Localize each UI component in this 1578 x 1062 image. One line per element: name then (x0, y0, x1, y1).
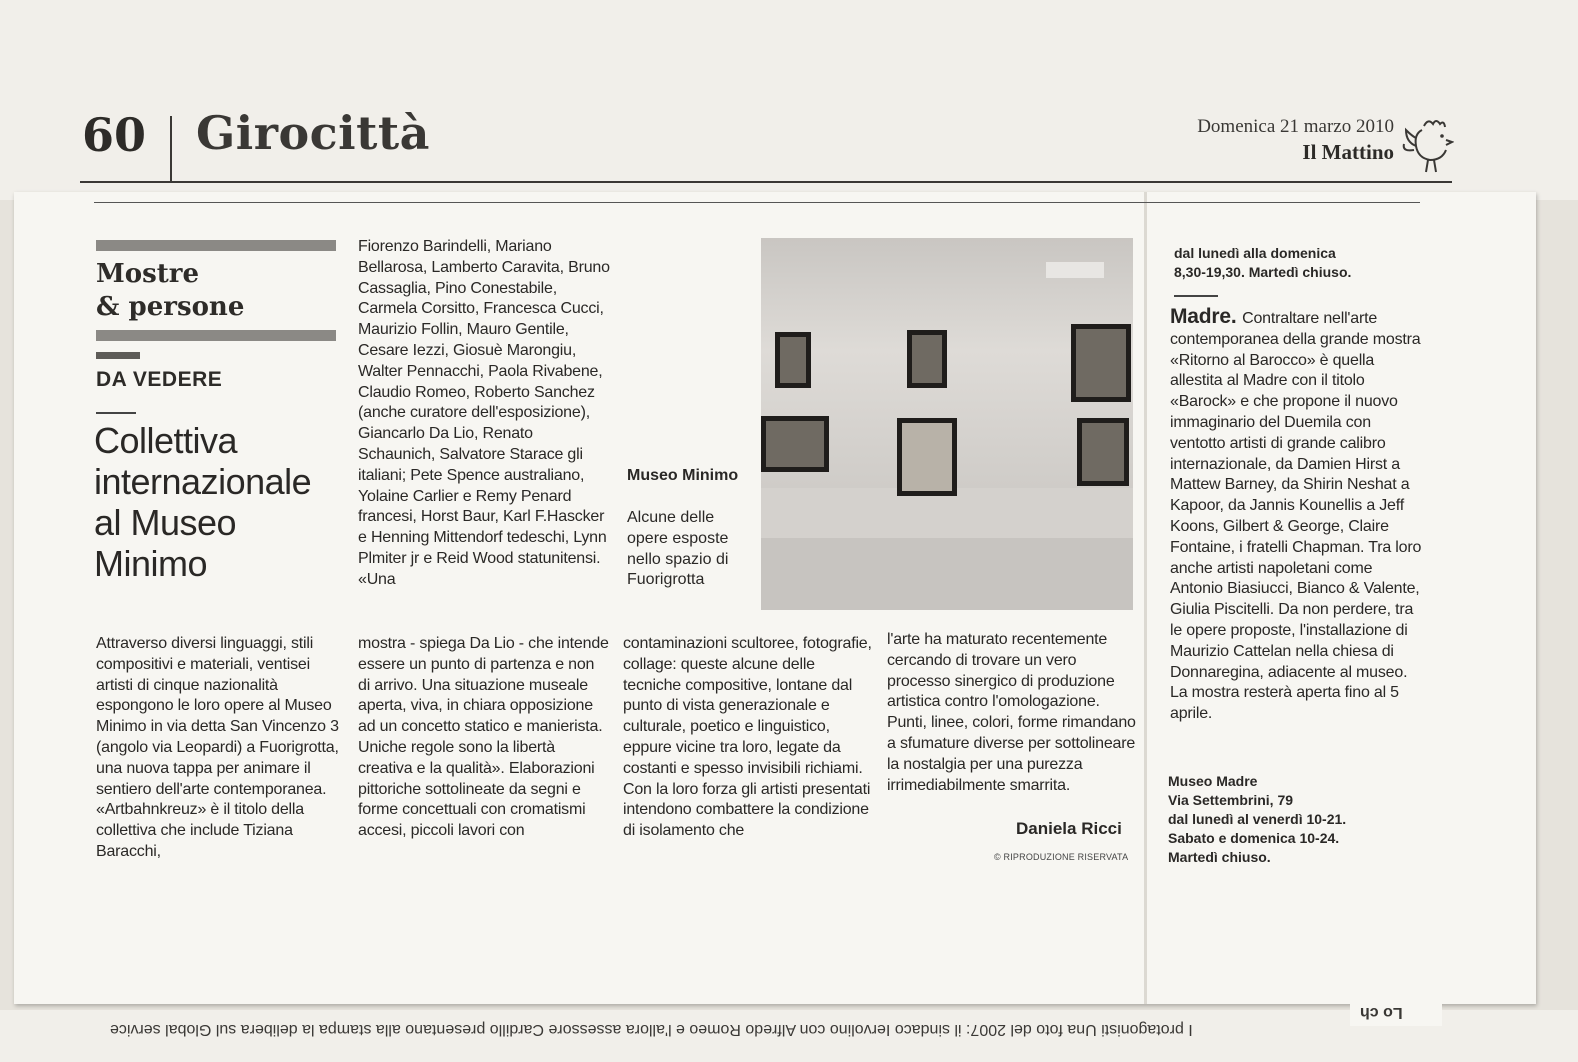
article-column-2-top: Fiorenzo Barindelli, Mariano Bellarosa, Lamberto Caravita, Bruno Cassaglia, Pino Conestabile, Carmela Corsitto, Francesca Cucci, Maurizio Follin, Mauro Gentile, Cesare Iezzi, Giosuè Marongiu, Walter Pennacchi, Paola Rivabene, Claudio Romeo, Roberto Sanchez (anche curatore dell'esposizione), Giancarlo Da Lio, Renato Schaunich, Salvatore Starace gli italiani; Pete Spence australiano, Yolaine Carlier e Remy Penard francesi, Horst Baur, Karl F.Hascker e Henning Mittendorf tedeschi, Lynn Plmiter jr e Reid Wood statunitensi. «Una (358, 238, 610, 588)
sidebar-hours: dal lunedì alla domenica 8,30-19,30. Martedì chiuso. (1174, 245, 1352, 280)
reversed-tab-text: Lo ch (1360, 1004, 1403, 1021)
newspaper-name: Il Mattino (1302, 140, 1394, 164)
article-column-3: contaminazioni scultoree, fotografie, collage: queste alcune delle tecniche compositive, lontane dal punto di vista generazionale e culturale, poetico e linguistico, eppure vicine tra loro, legate da costanti e spesso invisibili richiami. Con la loro forza gli artisti presentati intendono combattere la condizione di isolamento che (623, 635, 872, 840)
section-label: DA VEDERE (96, 368, 223, 391)
article-column-1: Attraverso diversi linguaggi, stili compositivi e materiali, ventisei artisti di cinque nazionalità espongono le loro opere al Museo Minimo in via detta San Vincenzo 3 (angolo via Leopardi) a Fuorigrotta, una nuova tappa per animare il sentiero dell'arte contemporanea. «Artbahnkreuz» è il titolo della collettiva che include Tiziana Baracchi, (96, 635, 339, 860)
publication-date: Domenica 21 marzo 2010 (1197, 116, 1394, 137)
sidebar-article (1170, 307, 1422, 725)
page-number: 60 (82, 108, 147, 162)
paper-fold (1144, 192, 1147, 1004)
rubric-bar-top (96, 240, 336, 251)
article-column-2-bottom: mostra - spiega Da Lio - che intende essere un punto di partenza e non di arrivo. Una situazione museale aperta, viva, in chiara opposizione ad un concetto statico e manierista. Uniche regole sono la libertà creativa e la qualità». Elaborazioni pittoriche sottolineate da segni e forme concettuali con cromatismi accesi, piccoli lavori con (358, 635, 609, 840)
photo-caption-title: Museo Minimo (627, 467, 739, 484)
rubric-kicker: Mostre & persone (96, 259, 245, 322)
reversed-caption-text: I protagonisti Una foto del 2007: il sindaco Iervolino con Alfredo Romeo e l'allora assessore Cardillo presentano alla stampa la delibera sul Global service (110, 1021, 1193, 1038)
masthead-divider (170, 116, 172, 182)
label-marker (96, 352, 140, 359)
sidebar-lead: Madre. (1170, 305, 1243, 328)
rubric-bar-bottom (96, 330, 336, 341)
rooster-logo-icon (1402, 116, 1454, 176)
top-rule (94, 202, 1420, 203)
sidebar-venue-info: Museo Madre Via Settembrini, 79 dal lunedì al venerdì 10-21. Sabato e domenica 10-24. Martedì chiuso. (1168, 773, 1347, 865)
author-byline: Daniela Ricci (1016, 819, 1122, 838)
article-headline: Collettiva internazionale al Museo Minimo (94, 420, 312, 584)
photo-caption-text: Alcune delle opere esposte nello spazio di Fuorigrotta (627, 509, 729, 589)
dash-rule (96, 412, 136, 414)
sidebar-body: Contraltare nell'arte contemporanea della grande mostra «Ritorno al Barocco» è quella allestita al Madre con il titolo «Barock» e che propone il nuovo immaginario del Duemila con ventotto artisti di grande calibro internazionale, da Damien Hirst a Mattew Barney, da Shirin Neshat a Kapoor, da Jannis Kounellis a Jeff Koons, Gilbert & George, Claire Fontaine, i fratelli Chapman. Tra loro anche artisti napoletani come Antonio Biasiucci, Bianco & Valente, Giulia Piscitelli. Da non perdere, tra le opere proposte, l'installazione di Maurizio Cattelan nella chiesa di Donnaregina, adiacente al museo. La mostra resterà aperta fino al 5 aprile. (1170, 310, 1422, 723)
copyright-notice: © RIPRODUZIONE RISERVATA (994, 852, 1129, 862)
article-column-4: l'arte ha maturato recentemente cercando di trovare un vero processo sinergico di produzione artistica contro l'omologazione. Punti, linee, colori, forme rimandano a sfumature diverse per sottolineare la nostalgia per una purezza irrimediabilmente smarrita. (887, 631, 1136, 794)
masthead-rule (80, 181, 1452, 183)
newspaper-masthead-strip (0, 0, 1578, 200)
article-clipping (14, 192, 1536, 1004)
section-title: Girocittà (196, 106, 430, 160)
gallery-photo (761, 238, 1133, 610)
sidebar-dash-rule (1174, 295, 1218, 297)
